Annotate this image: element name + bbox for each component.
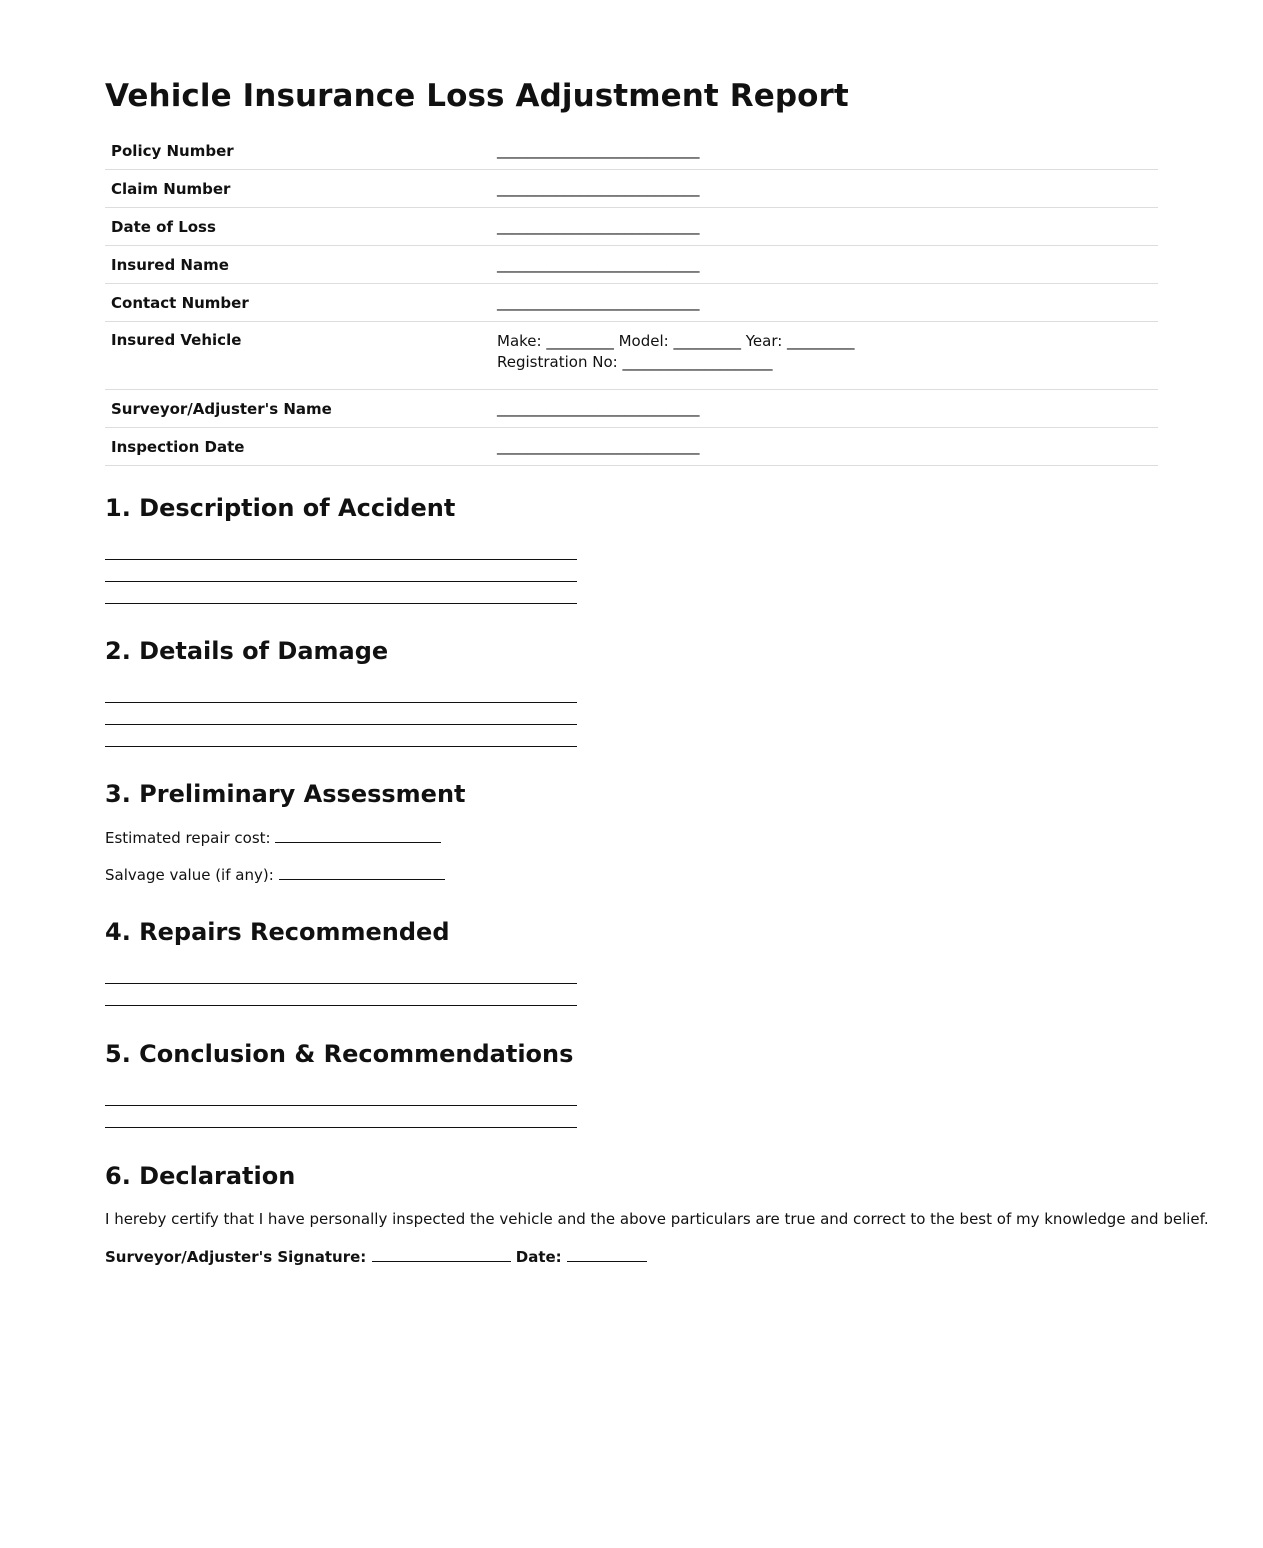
claim-number-field[interactable]: ___________________________ <box>491 170 1158 208</box>
repair-cost-field[interactable] <box>275 828 441 843</box>
contact-number-label: Contact Number <box>105 284 491 322</box>
insured-name-label: Insured Name <box>105 246 491 284</box>
write-line[interactable] <box>105 681 577 703</box>
section-5-heading: 5. Conclusion & Recommendations <box>105 1040 574 1068</box>
vehicle-registration[interactable]: Registration No: ____________________ <box>497 353 773 371</box>
table-row <box>105 208 1158 246</box>
write-line[interactable] <box>105 1106 577 1128</box>
table-row <box>105 428 1158 466</box>
policy-number-field[interactable]: ___________________________ <box>491 132 1158 170</box>
write-line[interactable] <box>105 703 577 725</box>
write-line[interactable] <box>105 1084 577 1106</box>
vehicle-make-model-year[interactable]: Make: _________ Model: _________ Year: _________ <box>497 332 855 350</box>
report-page <box>105 78 1158 466</box>
table-row <box>105 246 1158 284</box>
write-line[interactable] <box>105 725 577 747</box>
signature-field[interactable] <box>372 1247 511 1262</box>
date-of-loss-field[interactable]: ___________________________ <box>491 208 1158 246</box>
repairs-recommended-lines[interactable] <box>105 962 577 1006</box>
table-row <box>105 390 1158 428</box>
signature-label: Surveyor/Adjuster's Signature: <box>105 1248 367 1266</box>
section-4-heading: 4. Repairs Recommended <box>105 918 450 946</box>
report-title: Vehicle Insurance Loss Adjustment Report <box>105 78 849 114</box>
insured-vehicle-field[interactable] <box>491 322 1158 390</box>
write-line[interactable] <box>105 560 577 582</box>
surveyor-name-label: Surveyor/Adjuster's Name <box>105 390 491 428</box>
date-of-loss-label: Date of Loss <box>105 208 491 246</box>
salvage-value-row <box>105 865 445 884</box>
write-line[interactable] <box>105 538 577 560</box>
contact-number-field[interactable]: ___________________________ <box>491 284 1158 322</box>
table-row <box>105 170 1158 208</box>
signature-row <box>105 1247 647 1266</box>
declaration-text: I hereby certify that I have personally inspected the vehicle and the above particulars are true and correct to the best of my knowledge and belief. <box>105 1210 1209 1228</box>
inspection-date-label: Inspection Date <box>105 428 491 466</box>
section-3-heading: 3. Preliminary Assessment <box>105 780 466 808</box>
section-1-heading: 1. Description of Accident <box>105 494 456 522</box>
insured-vehicle-label: Insured Vehicle <box>105 322 491 390</box>
section-2-heading: 2. Details of Damage <box>105 637 389 665</box>
table-row <box>105 132 1158 170</box>
section-6-heading: 6. Declaration <box>105 1162 296 1190</box>
write-line[interactable] <box>105 962 577 984</box>
inspection-date-field[interactable]: ___________________________ <box>491 428 1158 466</box>
write-line[interactable] <box>105 582 577 604</box>
conclusion-lines[interactable] <box>105 1084 577 1128</box>
policy-number-label: Policy Number <box>105 132 491 170</box>
surveyor-name-field[interactable]: ___________________________ <box>491 390 1158 428</box>
damage-details-lines[interactable] <box>105 681 577 747</box>
date-field[interactable] <box>567 1247 647 1262</box>
repair-cost-label: Estimated repair cost: <box>105 829 271 847</box>
insured-name-field[interactable]: ___________________________ <box>491 246 1158 284</box>
date-label: Date: <box>515 1248 562 1266</box>
info-table <box>105 132 1158 466</box>
accident-description-lines[interactable] <box>105 538 577 604</box>
claim-number-label: Claim Number <box>105 170 491 208</box>
salvage-value-label: Salvage value (if any): <box>105 866 274 884</box>
table-row <box>105 284 1158 322</box>
table-row <box>105 322 1158 390</box>
write-line[interactable] <box>105 984 577 1006</box>
salvage-value-field[interactable] <box>279 865 445 880</box>
repair-cost-row <box>105 828 441 847</box>
